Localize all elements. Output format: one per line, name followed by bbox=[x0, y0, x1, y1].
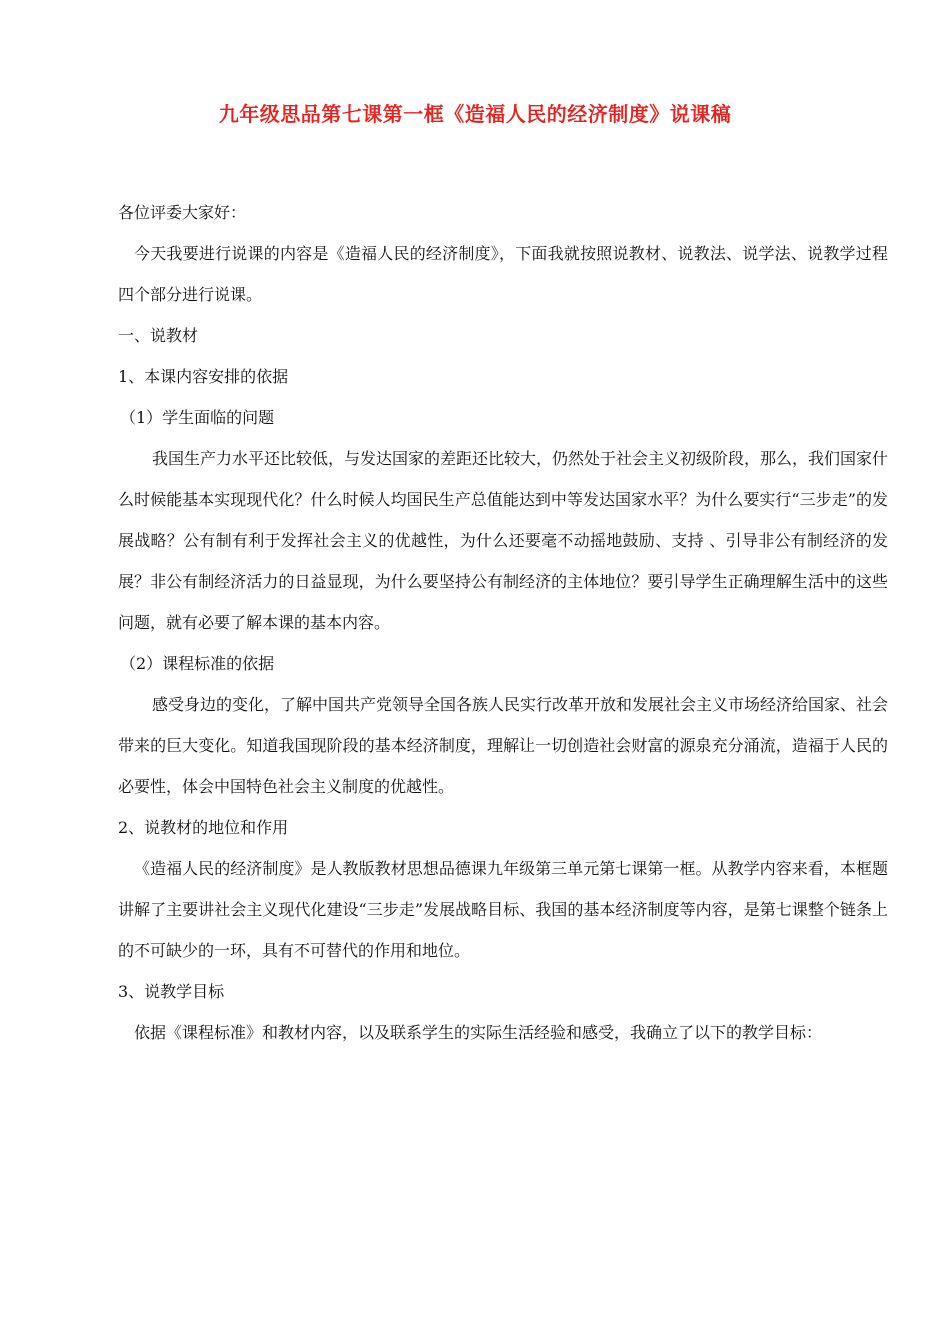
sub-item-heading-curriculum-standard: （2）课程标准的依据 bbox=[120, 654, 275, 673]
intro-paragraph: 今天我要进行说课的内容是《造福人民的经济制度》，下面我就按照说教材、说教法、说学法、说教学过程四个部分进行说课。 bbox=[118, 244, 888, 304]
document-title: 九年级思品第七课第一框《造福人民的经济制度》说课稿 bbox=[218, 102, 732, 126]
subsection-heading-objectives: 3、说教学目标 bbox=[118, 982, 225, 1001]
sub-item-heading-student-problems: （1）学生面临的问题 bbox=[120, 408, 275, 427]
subsection-heading-status: 2、说教材的地位和作用 bbox=[118, 818, 289, 837]
section-heading-textbook: 一、说教材 bbox=[118, 326, 199, 345]
curriculum-standard-paragraph: 感受身边的变化，了解中国共产党领导全国各族人民实行改革开放和发展社会主义市场经济给国家、社会带来的巨大变化。知道我国现阶段的基本经济制度，理解让一切创造社会财富的源泉充分涌流，造福于人民的必要性，体会中国特色社会主义制度的优越性。 bbox=[118, 695, 889, 796]
objectives-paragraph: 依据《课程标准》和教材内容，以及联系学生的实际生活经验和感受，我确立了以下的教学目标： bbox=[134, 1023, 823, 1042]
greeting-paragraph: 各位评委大家好： bbox=[118, 203, 247, 222]
document-body bbox=[118, 192, 888, 1053]
student-problems-paragraph: 我国生产力水平还比较低，与发达国家的差距还比较大，仍然处于社会主义初级阶段，那么，我们国家什么时候能基本实现现代化？什么时候人均国民生产总值能达到中等发达国家水平？为什么要实行“三步走”的发展战略？公有制有利于发挥社会主义的优越性，为什么还要毫不动摇地鼓励、支持 、引导非公有制经济的发展？非公有制经济活力的日益显现，为什么要坚持公有制经济的主体地位？要引导学生正确理解生活中的这些问题，就有必要了解本课的基本内容。 bbox=[118, 449, 889, 632]
status-paragraph: 《造福人民的经济制度》是人教版教材思想品德课九年级第三单元第七课第一框。从教学内容来看，本框题讲解了主要讲社会主义现代化建设“三步走”发展战略目标、我国的基本经济制度等内容，是第七课整个链条上的不可缺少的一环，具有不可替代的作用和地位。 bbox=[118, 859, 888, 960]
subsection-heading-basis: 1、本课内容安排的依据 bbox=[118, 367, 289, 386]
